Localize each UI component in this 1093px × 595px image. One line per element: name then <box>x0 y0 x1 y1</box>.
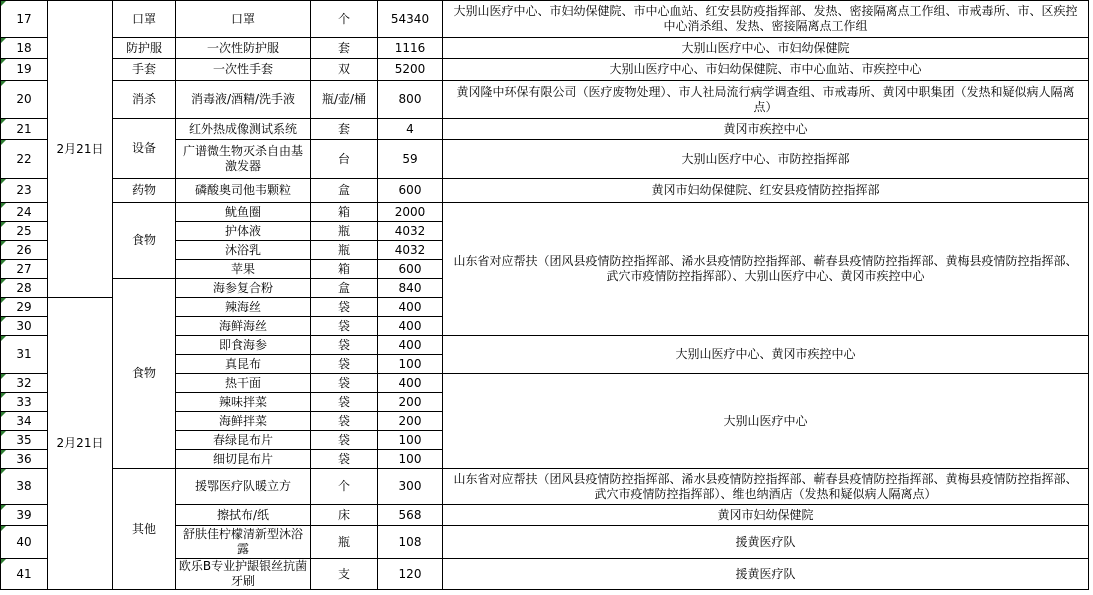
quantity-cell: 200 <box>378 412 443 431</box>
row-number: 25 <box>1 222 48 241</box>
row-number: 39 <box>1 505 48 526</box>
item-name: 辣味拌菜 <box>176 393 311 412</box>
unit-cell: 袋 <box>311 355 378 374</box>
row-number: 27 <box>1 260 48 279</box>
destination-cell: 大别山医疗中心、市妇幼保健院 <box>443 38 1089 59</box>
destination-cell: 援黄医疗队 <box>443 526 1089 559</box>
item-name: 苹果 <box>176 260 311 279</box>
unit-cell: 袋 <box>311 298 378 317</box>
quantity-cell: 400 <box>378 298 443 317</box>
quantity-cell: 600 <box>378 179 443 203</box>
category-cell: 口罩 <box>113 1 176 38</box>
quantity-cell: 300 <box>378 469 443 505</box>
row-number: 36 <box>1 450 48 469</box>
item-name: 口罩 <box>176 1 311 38</box>
unit-cell: 瓶 <box>311 526 378 559</box>
destination-cell: 援黄医疗队 <box>443 559 1089 590</box>
item-name: 细切昆布片 <box>176 450 311 469</box>
unit-cell: 瓶 <box>311 241 378 260</box>
table-row <box>1 1 1089 38</box>
row-number: 17 <box>1 1 48 38</box>
row-number: 31 <box>1 336 48 374</box>
item-name: 广谱微生物灭杀自由基激发器 <box>176 140 311 179</box>
row-number: 21 <box>1 119 48 140</box>
category-cell: 设备 <box>113 119 176 179</box>
quantity-cell: 200 <box>378 393 443 412</box>
quantity-cell: 100 <box>378 431 443 450</box>
row-number: 18 <box>1 38 48 59</box>
quantity-cell: 400 <box>378 317 443 336</box>
item-name: 辣海丝 <box>176 298 311 317</box>
quantity-cell: 600 <box>378 260 443 279</box>
item-name: 热干面 <box>176 374 311 393</box>
category-cell: 其他 <box>113 469 176 590</box>
quantity-cell: 4032 <box>378 241 443 260</box>
unit-cell: 箱 <box>311 260 378 279</box>
quantity-cell: 840 <box>378 279 443 298</box>
row-number: 26 <box>1 241 48 260</box>
destination-cell: 黄冈市妇幼保健院、红安县疫情防控指挥部 <box>443 179 1089 203</box>
category-cell: 药物 <box>113 179 176 203</box>
table-row <box>1 38 1089 59</box>
quantity-cell: 54340 <box>378 1 443 38</box>
row-number: 23 <box>1 179 48 203</box>
destination-cell: 大别山医疗中心、市防控指挥部 <box>443 140 1089 179</box>
quantity-cell: 800 <box>378 81 443 119</box>
quantity-cell: 400 <box>378 336 443 355</box>
row-number: 20 <box>1 81 48 119</box>
row-number: 19 <box>1 59 48 81</box>
row-number: 35 <box>1 431 48 450</box>
category-cell: 手套 <box>113 59 176 81</box>
quantity-cell: 108 <box>378 526 443 559</box>
quantity-cell: 59 <box>378 140 443 179</box>
unit-cell: 瓶 <box>311 222 378 241</box>
unit-cell: 袋 <box>311 374 378 393</box>
item-name: 沐浴乳 <box>176 241 311 260</box>
table-row <box>1 59 1089 81</box>
item-name: 春绿昆布片 <box>176 431 311 450</box>
row-number: 40 <box>1 526 48 559</box>
destination-cell: 山东省对应帮扶（团风县疫情防控指挥部、浠水县疫情防控指挥部、蕲春县疫情防控指挥部、黄梅县疫情防控指挥部、武穴市疫情防控指挥部）、大别山医疗中心、黄冈市疾控中心 <box>443 203 1089 336</box>
unit-cell: 台 <box>311 140 378 179</box>
item-name: 鱿鱼圈 <box>176 203 311 222</box>
unit-cell: 套 <box>311 119 378 140</box>
quantity-cell: 100 <box>378 450 443 469</box>
unit-cell: 盒 <box>311 179 378 203</box>
item-name: 护体液 <box>176 222 311 241</box>
item-name: 援鄂医疗队暖立方 <box>176 469 311 505</box>
destination-cell: 黄冈市疾控中心 <box>443 119 1089 140</box>
item-name: 一次性手套 <box>176 59 311 81</box>
unit-cell: 袋 <box>311 393 378 412</box>
date-cell: 2月21日 <box>48 298 113 590</box>
quantity-cell: 4 <box>378 119 443 140</box>
row-number: 41 <box>1 559 48 590</box>
item-name: 海参复合粉 <box>176 279 311 298</box>
destination-cell: 黄冈市妇幼保健院 <box>443 505 1089 526</box>
unit-cell: 袋 <box>311 317 378 336</box>
table-row <box>1 81 1089 119</box>
destination-cell: 山东省对应帮扶（团风县疫情防控指挥部、浠水县疫情防控指挥部、蕲春县疫情防控指挥部、黄梅县疫情防控指挥部、武穴市疫情防控指挥部）、维也纳酒店（发热和疑似病人隔离点） <box>443 469 1089 505</box>
row-number: 30 <box>1 317 48 336</box>
item-name: 红外热成像测试系统 <box>176 119 311 140</box>
destination-cell: 大别山医疗中心、市妇幼保健院、市中心血站、红安县防疫指挥部、发热、密接隔离点工作组、市戒毒所、市、区疾控中心消杀组、发热、密接隔离点工作组 <box>443 1 1089 38</box>
unit-cell: 床 <box>311 505 378 526</box>
quantity-cell: 5200 <box>378 59 443 81</box>
row-number: 28 <box>1 279 48 298</box>
item-name: 真昆布 <box>176 355 311 374</box>
unit-cell: 个 <box>311 1 378 38</box>
unit-cell: 支 <box>311 559 378 590</box>
destination-cell: 大别山医疗中心、黄冈市疾控中心 <box>443 336 1089 374</box>
unit-cell: 箱 <box>311 203 378 222</box>
item-name: 舒肤佳柠檬清新型沐浴露 <box>176 526 311 559</box>
item-name: 消毒液/酒精/洗手液 <box>176 81 311 119</box>
category-cell: 消杀 <box>113 81 176 119</box>
item-name: 海鲜拌菜 <box>176 412 311 431</box>
unit-cell: 袋 <box>311 336 378 355</box>
row-number: 24 <box>1 203 48 222</box>
quantity-cell: 2000 <box>378 203 443 222</box>
unit-cell: 瓶/壶/桶 <box>311 81 378 119</box>
unit-cell: 套 <box>311 38 378 59</box>
destination-cell: 大别山医疗中心、市妇幼保健院、市中心血站、市疾控中心 <box>443 59 1089 81</box>
table-row <box>1 203 1089 222</box>
row-number: 38 <box>1 469 48 505</box>
quantity-cell: 120 <box>378 559 443 590</box>
destination-cell: 大别山医疗中心 <box>443 374 1089 469</box>
quantity-cell: 400 <box>378 374 443 393</box>
item-name: 磷酸奥司他韦颗粒 <box>176 179 311 203</box>
unit-cell: 盒 <box>311 279 378 298</box>
unit-cell: 袋 <box>311 412 378 431</box>
item-name: 欧乐B专业护龈银丝抗菌牙刷 <box>176 559 311 590</box>
item-name: 一次性防护服 <box>176 38 311 59</box>
row-number: 22 <box>1 140 48 179</box>
item-name: 擦拭布/纸 <box>176 505 311 526</box>
unit-cell: 袋 <box>311 450 378 469</box>
table-row <box>1 179 1089 203</box>
unit-cell: 个 <box>311 469 378 505</box>
row-number: 29 <box>1 298 48 317</box>
quantity-cell: 568 <box>378 505 443 526</box>
item-name: 海鲜海丝 <box>176 317 311 336</box>
category-cell: 防护服 <box>113 38 176 59</box>
row-number: 33 <box>1 393 48 412</box>
category-cell: 食物 <box>113 279 176 469</box>
item-name: 即食海参 <box>176 336 311 355</box>
table-row <box>1 119 1089 140</box>
unit-cell: 袋 <box>311 431 378 450</box>
date-cell: 2月21日 <box>48 1 113 298</box>
row-number: 34 <box>1 412 48 431</box>
table-row <box>1 469 1089 505</box>
quantity-cell: 100 <box>378 355 443 374</box>
quantity-cell: 4032 <box>378 222 443 241</box>
row-number: 32 <box>1 374 48 393</box>
unit-cell: 双 <box>311 59 378 81</box>
destination-cell: 黄冈隆中环保有限公司（医疗废物处理）、市人社局流行病学调查组、市戒毒所、黄冈中职集团（发热和疑似病人隔离点） <box>443 81 1089 119</box>
quantity-cell: 1116 <box>378 38 443 59</box>
category-cell: 食物 <box>113 203 176 279</box>
